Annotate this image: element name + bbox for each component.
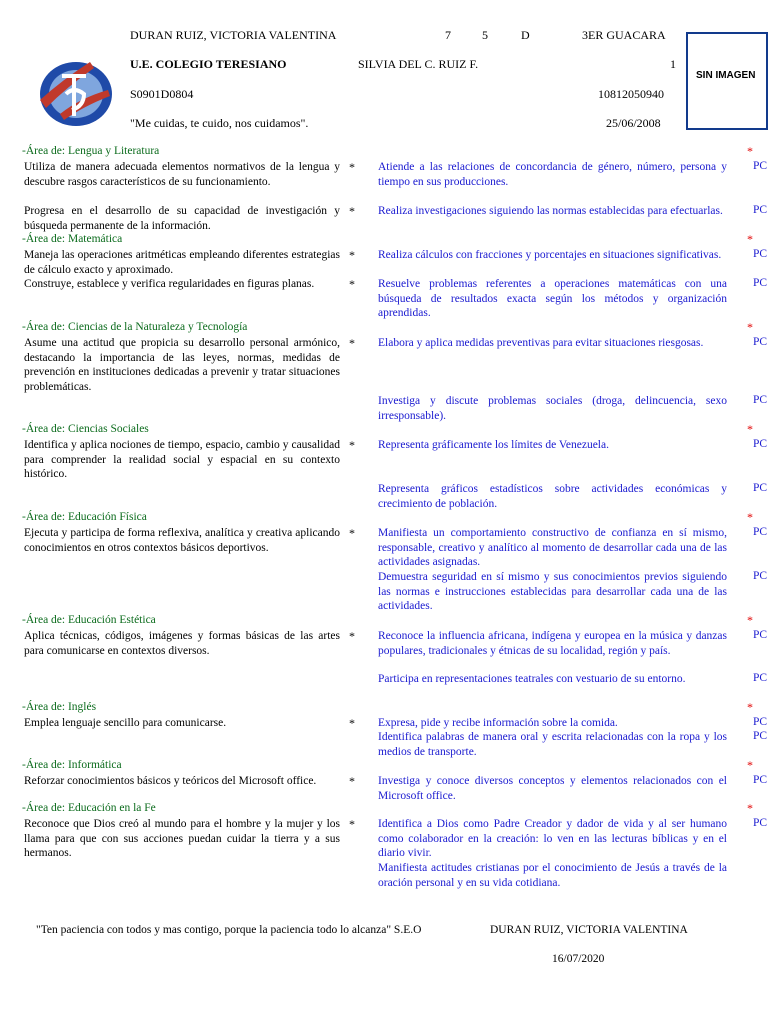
- row-mark: *: [349, 336, 355, 350]
- area-title: -Área de: Informática: [22, 759, 122, 771]
- grade-value: PC: [753, 716, 768, 728]
- school-name: U.E. COLEGIO TERESIANO: [130, 57, 287, 71]
- achievement-text: Utiliza de manera adecuada elementos normativos de la lengua y descubre rasgos característicos de su funcionamiento.: [24, 161, 340, 188]
- motto: "Me cuidas, te cuido, nos cuidamos".: [130, 116, 309, 130]
- area-marker: *: [747, 801, 753, 815]
- indicator-text: Realiza investigaciones siguiendo las normas establecidas para efectuarlas.: [378, 205, 723, 217]
- print-date: 16/07/2020: [552, 953, 605, 965]
- teacher-name: SILVIA DEL C. RUIZ F.: [358, 57, 479, 71]
- indicator-text: Participa en representaciones teatrales con vestuario de su entorno.: [378, 673, 686, 685]
- area-title: -Área de: Ciencias Sociales: [22, 423, 149, 435]
- indicator-text: Realiza cálculos con fracciones y porcentajes en situaciones significativas.: [378, 249, 722, 261]
- indicator-text: Manifiesta actitudes cristianas por el conocimiento de Jesús a través de la oración personal y en su vida cotidiana.: [378, 862, 727, 889]
- area-title: -Área de: Matemática: [22, 233, 123, 245]
- photo-label: SIN IMAGEN: [696, 70, 756, 81]
- achievement-text: Aplica técnicas, códigos, imágenes y formas básicas de las artes para comunicarse en contextos diversos.: [24, 630, 340, 657]
- area-marker: *: [747, 700, 753, 714]
- row-mark: *: [349, 248, 355, 262]
- indicator-text: Identifica palabras de manera oral y escrita relacionadas con la ropa y los medios de transporte.: [378, 731, 727, 758]
- indicator-text: Reconoce la influencia africana, indígena y europea en la música y danzas populares, tradicionales y étnicas de su localidad, región y país.: [378, 630, 727, 657]
- indicator-text: Atiende a las relaciones de concordancia de género, número, persona y tiempo en sus producciones.: [378, 161, 727, 188]
- indicator-text: Resuelve problemas referentes a operaciones matemáticas con una búsqueda de resultados exacta según los métodos y organización aprendidas.: [378, 278, 727, 320]
- school-logo-icon: [32, 50, 116, 134]
- row-mark: *: [349, 629, 355, 643]
- achievement-text: Emplea lenguaje sencillo para comunicarse.: [24, 717, 227, 729]
- indicator-text: Elabora y aplica medidas preventivas para evitar situaciones riesgosas.: [378, 337, 704, 349]
- area-title: -Área de: Lengua y Literatura: [22, 145, 160, 157]
- achievement-text: Progresa en el desarrollo de su capacidad de investigación y búsqueda permanente de la información.: [24, 205, 340, 232]
- area-title: -Área de: Ciencias de la Naturaleza y Tecnología: [22, 321, 248, 333]
- achievement-text: Reforzar conocimientos básicos y teóricos del Microsoft office.: [24, 775, 317, 787]
- indicator-text: Representa gráficos estadísticos sobre actividades económicas y crecimiento de población.: [378, 483, 727, 510]
- indicator-text: Investiga y conoce diversos conceptos y elementos relacionados con el Microsoft office.: [378, 775, 727, 802]
- row-mark: *: [349, 277, 355, 291]
- id-number: 10812050940: [598, 87, 664, 101]
- area-title: -Área de: Inglés: [22, 701, 97, 713]
- area-title: -Área de: Educación Física: [22, 511, 147, 523]
- student-name: DURAN RUIZ, VICTORIA VALENTINA: [130, 28, 337, 42]
- area-marker: *: [747, 613, 753, 627]
- grade-value: PC: [753, 394, 768, 406]
- area-marker: *: [747, 758, 753, 772]
- area-marker: *: [747, 144, 753, 158]
- indicator-text: Representa gráficamente los límites de Venezuela.: [378, 439, 609, 451]
- section-letter: D: [521, 28, 530, 42]
- grade-location: 3ER GUACARA: [582, 28, 666, 42]
- grade-value: PC: [753, 248, 768, 260]
- student-code: S0901D0804: [130, 87, 194, 101]
- indicator-text: Expresa, pide y recibe información sobre la comida.: [378, 717, 618, 729]
- area-marker: *: [747, 510, 753, 524]
- achievement-text: Ejecuta y participa de forma reflexiva, analítica y creativa aplicando conocimientos en otros contextos básicos deportivos.: [24, 527, 340, 554]
- grade-value: PC: [753, 570, 768, 582]
- area-marker: *: [747, 320, 753, 334]
- grade-value: PC: [753, 774, 768, 786]
- grade-value: PC: [753, 277, 768, 289]
- row-mark: *: [349, 817, 355, 831]
- row-mark: *: [349, 526, 355, 540]
- row-mark: *: [349, 774, 355, 788]
- grade-value: PC: [753, 204, 768, 216]
- student-photo-placeholder: [686, 32, 768, 130]
- grade-value: PC: [753, 526, 768, 538]
- report-date: 25/06/2008: [606, 116, 661, 130]
- row-mark: *: [349, 204, 355, 218]
- achievement-text: Maneja las operaciones aritméticas empleando diferentes estrategias de cálculo exacto y aproximado.: [24, 249, 340, 276]
- page-number: 1: [670, 57, 676, 71]
- grade-value: PC: [753, 336, 768, 348]
- row-mark: *: [349, 160, 355, 174]
- grade-value: PC: [753, 629, 768, 641]
- area-marker: *: [747, 232, 753, 246]
- area-title: -Área de: Educación Estética: [22, 614, 156, 626]
- footer-student-name: DURAN RUIZ, VICTORIA VALENTINA: [490, 924, 688, 936]
- header-number-1: 7: [445, 28, 451, 42]
- grade-value: PC: [753, 160, 768, 172]
- footer-quote: "Ten paciencia con todos y mas contigo, porque la paciencia todo lo alcanza" S.E.O: [36, 924, 422, 936]
- achievement-text: Construye, establece y verifica regularidades en figuras planas.: [24, 278, 315, 290]
- area-marker: *: [747, 422, 753, 436]
- achievement-text: Reconoce que Dios creó al mundo para el hombre y la mujer y los llama para que con sus acciones puedan cuidar la tierra y a sus hermanos.: [24, 818, 340, 860]
- area-title: -Área de: Educación en la Fe: [22, 802, 156, 814]
- grade-value: PC: [753, 672, 768, 684]
- grade-value: PC: [753, 730, 768, 742]
- achievement-text: Identifica y aplica nociones de tiempo, espacio, cambio y causalidad para comprender la realidad social y espacial en su contexto histórico.: [24, 439, 340, 481]
- grade-value: PC: [753, 482, 768, 494]
- grade-value: PC: [753, 438, 768, 450]
- indicator-text: Identifica a Dios como Padre Creador y dador de vida y al ser humano como colaborador en la creación: lo ven en las lecturas bíblicas y en el diario vivir.: [378, 818, 727, 860]
- achievement-text: Asume una actitud que propicia su desarrollo personal armónico, destacando la importancia de las leyes, normas, medidas de prevención en instituciones dedicadas a prevenir y tratar situaciones problemáticas.: [24, 337, 340, 393]
- grade-value: PC: [753, 817, 768, 829]
- header-number-2: 5: [482, 28, 488, 42]
- row-mark: *: [349, 438, 355, 452]
- indicator-text: Manifiesta un comportamiento constructivo de confianza en sí mismo, responsable, creativo y analítico al momento de desarrollar cada una de las actividades asignadas.: [378, 527, 727, 569]
- row-mark: *: [349, 716, 355, 730]
- indicator-text: Investiga y discute problemas sociales (droga, delincuencia, sexo irresponsable).: [378, 395, 727, 422]
- indicator-text: Demuestra seguridad en sí mismo y sus conocimientos previos siguiendo las normas e instrucciones establecidas para desarrollar cada una de las actividades.: [378, 571, 727, 613]
